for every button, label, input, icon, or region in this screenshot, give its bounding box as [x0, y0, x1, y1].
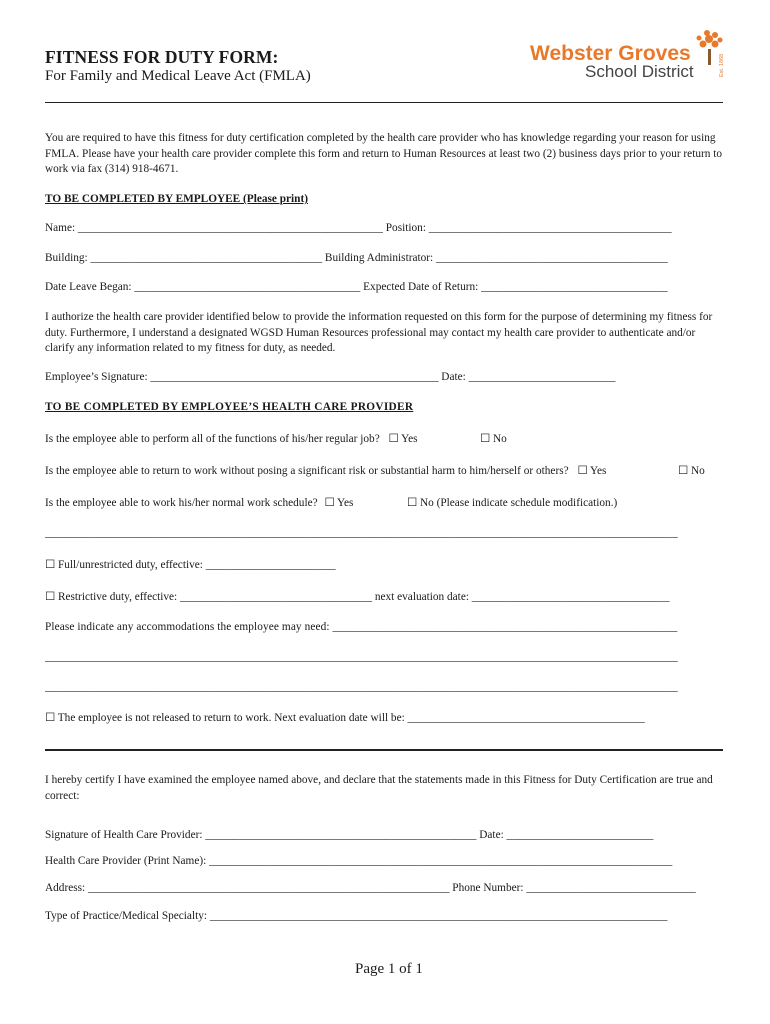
q2-no-label: No [690, 465, 705, 477]
q2-no-option [678, 464, 705, 477]
building-admin-field[interactable]: Building: _________________________________________ Building Administrator: _________________________________________ [45, 252, 668, 264]
question-normal-schedule-text: Is the employee able to work his/her normal work schedule? [45, 497, 318, 509]
full-duty-label: Full/unrestricted duty, effective: _______________________ [57, 559, 336, 571]
question-normal-schedule [45, 496, 353, 509]
logo-graphic [527, 27, 727, 79]
form-title: FITNESS FOR DUTY FORM: [45, 47, 279, 67]
q3-no-label: No (Please indicate schedule modification.) [419, 497, 618, 509]
leave-dates-field[interactable]: Date Leave Began: ________________________________________ Expected Date of Return: _________________________________ [45, 281, 668, 293]
q3-no-option [407, 496, 617, 509]
district-logo [527, 27, 727, 79]
provider-print-name-field[interactable]: Health Care Provider (Print Name): __________________________________________________________________________________ [45, 855, 673, 867]
q1-no-checkbox[interactable]: ☐ [480, 433, 491, 445]
accommodations-line-3[interactable]: ________________________________________________________________________________________________________________ [45, 681, 678, 693]
q3-no-checkbox[interactable]: ☐ [407, 497, 418, 509]
q3-yes-checkbox[interactable]: ☐ [324, 497, 335, 509]
question-no-risk [45, 464, 606, 477]
q1-yes-label: Yes [401, 433, 418, 445]
address-phone-field[interactable]: Address: ________________________________________________________________ Phone Number: ______________________________ [45, 882, 696, 894]
q1-no-option [480, 432, 507, 445]
accommodations-line-2[interactable]: ________________________________________________________________________________________________________________ [45, 651, 678, 663]
accommodations-field[interactable]: Please indicate any accommodations the employee may need: ____________________________________________________________ [45, 621, 678, 633]
full-duty-option [45, 558, 336, 571]
question-no-risk-text: Is the employee able to return to work without posing a significant risk or substantial harm to him/herself or others? [45, 465, 569, 477]
employee-signature-field[interactable]: Employee’s Signature: ___________________________________________________ Date: __________________________ [45, 371, 616, 383]
logo-text-line2: School District [585, 62, 694, 79]
name-position-field[interactable]: Name: ______________________________________________________ Position: ___________________________________________ [45, 222, 672, 234]
provider-section-heading: TO BE COMPLETED BY EMPLOYEE’S HEALTH CARE PROVIDER [45, 401, 414, 413]
not-released-checkbox[interactable]: ☐ [45, 712, 56, 724]
q2-yes-label: Yes [590, 465, 607, 477]
q2-yes-checkbox[interactable]: ☐ [577, 465, 588, 477]
form-subtitle: For Family and Medical Leave Act (FMLA) [45, 68, 311, 84]
section-divider [45, 749, 723, 751]
intro-paragraph: You are required to have this fitness for duty certification completed by the health care provider who has knowledge regarding your reason for using FMLA. Please have your health care provider complete this form and return to Human Resources at least two (2) business days prior to your return to work via fax (314) 918-4671. [45, 132, 723, 175]
restrictive-duty-checkbox[interactable]: ☐ [45, 591, 56, 603]
logo-est-text: Est. 1868 [719, 53, 725, 77]
q1-yes-checkbox[interactable]: ☐ [388, 433, 399, 445]
practice-specialty-field[interactable]: Type of Practice/Medical Specialty: _________________________________________________________________________________ [45, 910, 668, 922]
q3-yes-label: Yes [336, 497, 354, 509]
question-regular-job-text: Is the employee able to perform all of the functions of his/her regular job? [45, 433, 380, 445]
not-released-label: The employee is not released to return to work. Next evaluation date will be: __________________________________________ [57, 712, 645, 724]
schedule-modification-line[interactable]: ________________________________________________________________________________________________________________ [45, 527, 678, 539]
question-regular-job [45, 432, 418, 445]
restrictive-duty-label: Restrictive duty, effective: __________________________________ next evaluation date: ___________________________________ [57, 591, 670, 603]
provider-signature-field[interactable]: Signature of Health Care Provider: ________________________________________________ Date: __________________________ [45, 829, 654, 841]
logo-text-line1: Webster Groves [530, 42, 691, 65]
certification-statement: I hereby certify I have examined the employee named above, and declare that the statements made in this Fitness for Duty Certification are true and correct: [45, 774, 713, 802]
header-rule [45, 102, 723, 103]
full-duty-checkbox[interactable]: ☐ [45, 559, 56, 571]
employee-section-heading: TO BE COMPLETED BY EMPLOYEE (Please print) [45, 193, 308, 205]
authorization-paragraph: I authorize the health care provider identified below to provide the information requested on this form for the purpose of determining my fitness for duty. Furthermore, I understand a designated WGSD Human Resources professional may contact my health care provider to authenticate and/or clarify any information related to my fitness for duty, as needed. [45, 311, 713, 354]
page-number: Page 1 of 1 [355, 961, 423, 977]
q1-no-label: No [492, 433, 507, 445]
restrictive-duty-option [45, 590, 670, 603]
q2-no-checkbox[interactable]: ☐ [678, 465, 689, 477]
not-released-option [45, 711, 645, 724]
